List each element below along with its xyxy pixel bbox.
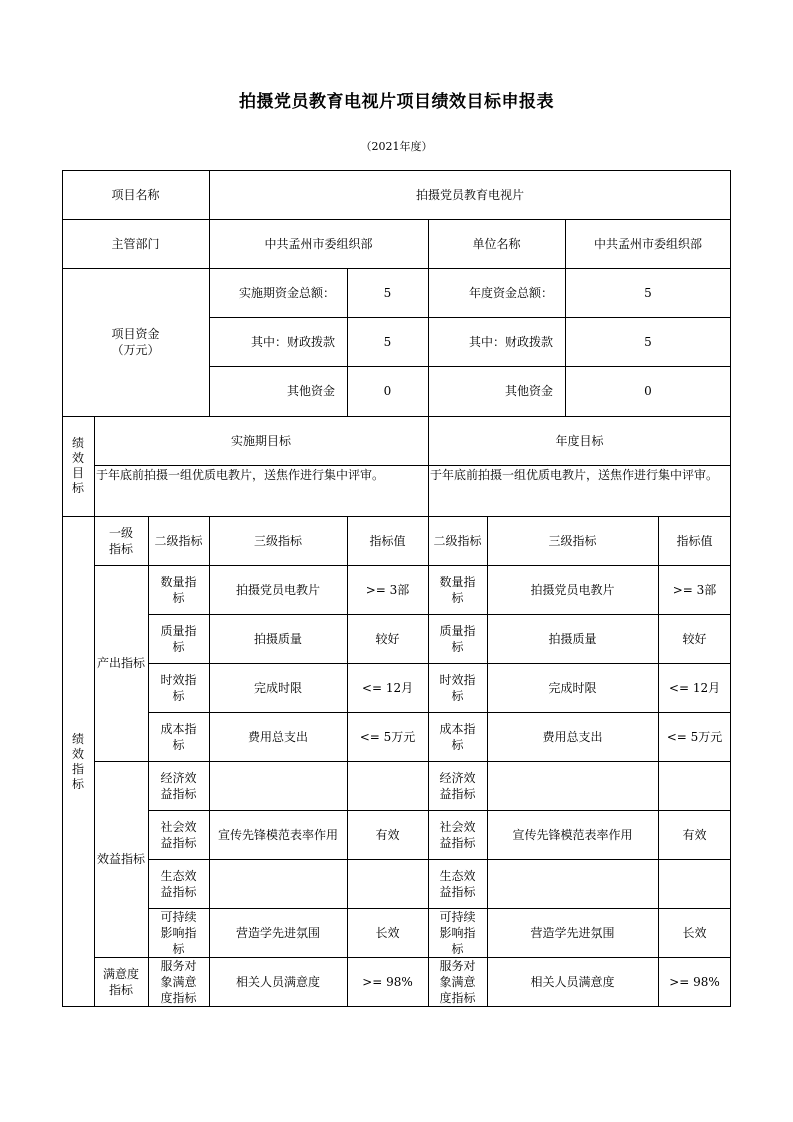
indicator-lvl3-impl-4	[209, 761, 347, 810]
benefit-indicator-label: 效益指标	[96, 852, 145, 866]
unit-name-label: 单位名称	[472, 236, 521, 251]
total-impl-value: 5	[383, 285, 392, 300]
satisfaction-indicator-label: 满意度指标	[102, 967, 139, 997]
fiscal-year-value: 5	[644, 334, 652, 349]
indicator-lvl2-impl-4: 经济效益指标	[160, 770, 197, 801]
year-goal-text: 于年底前拍摄一组优质电教片，送焦作进行集中评审。	[430, 468, 719, 482]
indicator-value-impl-0: >= 3部	[365, 582, 410, 597]
lvl2-header-impl: 二级指标	[154, 533, 203, 548]
other-year-label: 其他资金	[504, 384, 553, 398]
page-title: 拍摄党员教育电视片项目绩效目标申报表	[239, 92, 554, 112]
indicator-lvl2-impl-3: 成本指标	[160, 721, 197, 752]
indicator-value-impl-1: 较好	[375, 631, 400, 646]
indicator-lvl3-year-3: 费用总支出	[542, 729, 603, 744]
indicator-value-impl-2: <= 12月	[361, 680, 414, 695]
other-year-value: 0	[644, 384, 652, 398]
total-year-label: 年度资金总额：	[468, 285, 553, 300]
indicator-lvl2-impl-8: 服务对象满意度指标	[160, 959, 197, 1005]
lvl3-header-impl: 三级指标	[253, 533, 302, 548]
indicator-lvl2-year-7: 可持续影响指标	[439, 909, 476, 956]
unit-name-value: 中共孟州市委组织部	[593, 236, 702, 251]
other-impl-value: 0	[383, 384, 392, 398]
value-header-impl: 指标值	[369, 533, 406, 548]
indicator-value-year-6	[658, 859, 731, 908]
indicator-lvl2-impl-2: 时效指标	[160, 672, 197, 703]
indicator-lvl2-year-2: 时效指标	[439, 672, 476, 703]
lvl2-header-year: 二级指标	[433, 533, 482, 548]
indicator-lvl3-impl-1: 拍摄质量	[253, 631, 302, 646]
indicator-lvl3-year-1: 拍摄质量	[548, 631, 597, 646]
indicator-value-impl-7: 长效	[375, 925, 400, 940]
year-goal-header: 年度目标	[555, 433, 604, 448]
impl-goal-text: 于年底前拍摄一组优质电教片，送焦作进行集中评审。	[96, 468, 385, 482]
indicator-lvl3-year-5: 宣传先锋模范表率作用	[512, 827, 633, 842]
indicator-value-year-2: <= 12月	[668, 680, 721, 695]
department-label: 主管部门	[111, 236, 160, 251]
indicator-lvl3-year-0: 拍摄党员电教片	[530, 582, 615, 597]
year-label: （2021年度）	[360, 140, 433, 153]
indicator-value-impl-6	[347, 859, 428, 908]
indicator-lvl3-year-7: 营造学先进氛围	[530, 925, 615, 940]
output-indicator-label: 产出指标	[96, 656, 145, 670]
indicator-value-year-7: 长效	[682, 925, 707, 940]
indicator-lvl3-year-6	[487, 859, 658, 908]
total-impl-label: 实施期资金总额：	[238, 285, 335, 300]
fiscal-year-label: 其中：财政拨款	[468, 334, 553, 349]
indicator-value-year-8: >= 98%	[669, 975, 720, 989]
indicator-value-impl-5: 有效	[375, 827, 400, 842]
fiscal-impl-label: 其中：财政拨款	[250, 334, 335, 349]
indicator-lvl2-impl-7: 可持续影响指标	[160, 909, 197, 956]
indicator-lvl2-year-6: 生态效益指标	[439, 868, 476, 899]
perf-indicator-label: 绩效指标	[71, 731, 84, 791]
indicator-lvl2-impl-1: 质量指标	[160, 623, 197, 654]
department-value: 中共孟州市委组织部	[264, 236, 373, 251]
indicator-lvl2-year-0: 数量指标	[439, 574, 476, 605]
indicator-lvl3-impl-0: 拍摄党员电教片	[235, 582, 320, 597]
indicator-value-year-0: >= 3部	[672, 582, 717, 597]
funding-label: 项目资金（万元）	[111, 327, 160, 357]
indicator-lvl3-impl-7: 营造学先进氛围	[235, 925, 320, 940]
indicator-value-year-5: 有效	[682, 827, 707, 842]
indicator-lvl2-year-5: 社会效益指标	[439, 819, 476, 850]
indicator-value-year-4	[658, 761, 731, 810]
indicator-value-impl-4	[347, 761, 428, 810]
indicator-value-impl-8: >= 98%	[362, 975, 413, 989]
indicator-value-impl-3: <= 5万元	[359, 729, 416, 744]
indicator-lvl3-impl-8: 相关人员满意度	[235, 975, 320, 989]
indicator-lvl3-impl-3: 费用总支出	[247, 729, 308, 744]
indicator-value-year-1: 较好	[682, 631, 707, 646]
project-name-label: 项目名称	[111, 187, 160, 202]
impl-goal-header: 实施期目标	[230, 433, 291, 448]
indicator-lvl3-year-4	[487, 761, 658, 810]
indicator-lvl2-impl-0: 数量指标	[160, 574, 197, 605]
lvl1-header: 一级指标	[108, 525, 133, 556]
indicator-lvl3-year-8: 相关人员满意度	[530, 975, 615, 989]
indicator-lvl2-year-4: 经济效益指标	[439, 770, 476, 801]
project-name-value: 拍摄党员教育电视片	[415, 187, 524, 202]
indicator-lvl2-impl-5: 社会效益指标	[160, 819, 197, 850]
indicator-lvl2-impl-6: 生态效益指标	[160, 868, 197, 899]
indicator-lvl2-year-8: 服务对象满意度指标	[439, 959, 476, 1005]
perf-goal-label: 绩效目标	[71, 436, 84, 495]
indicator-value-year-3: <= 5万元	[666, 729, 723, 744]
value-header-year: 指标值	[676, 533, 713, 548]
indicator-lvl3-impl-5: 宣传先锋模范表率作用	[217, 827, 338, 842]
indicator-lvl3-year-2: 完成时限	[548, 680, 597, 695]
indicator-lvl3-impl-2: 完成时限	[253, 680, 302, 695]
total-year-value: 5	[644, 285, 652, 300]
indicator-lvl3-impl-6	[209, 859, 347, 908]
indicator-lvl2-year-1: 质量指标	[439, 623, 476, 654]
fiscal-impl-value: 5	[383, 334, 392, 349]
indicator-lvl2-year-3: 成本指标	[439, 721, 476, 752]
lvl3-header-year: 三级指标	[548, 533, 597, 548]
other-impl-label: 其他资金	[286, 384, 335, 398]
